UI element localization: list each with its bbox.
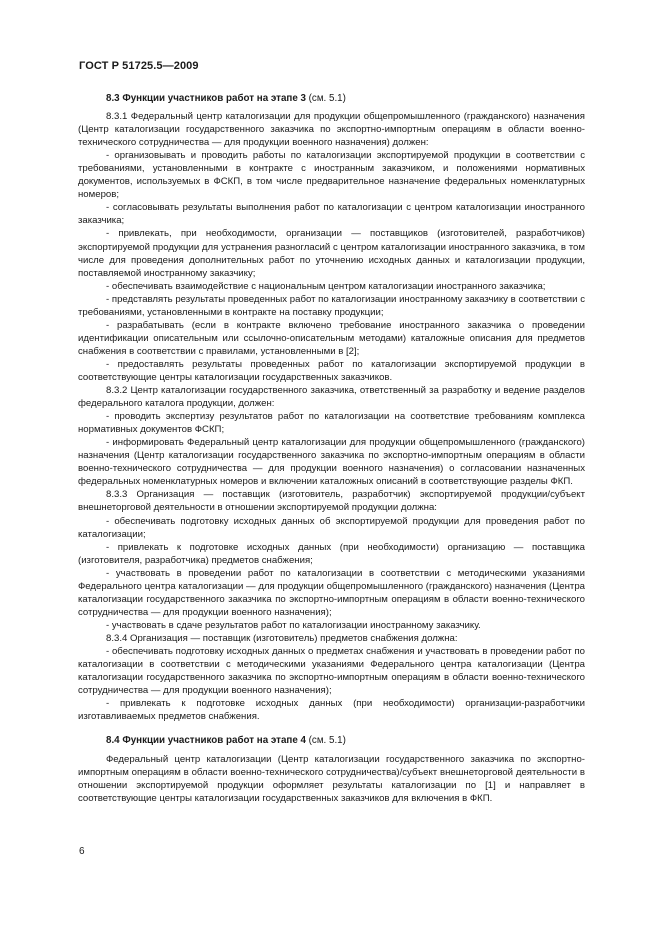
list-item: - информировать Федеральный центр каталогизации для продукции общепромышленного (гражданского) назначения (Центр каталогизации государственного заказчика по экспортно-импортным операциям в области военно-технического сотрудничества — для продукции военного назначения) о согласовании назначенных федеральных номенклатурных номеров и включении каталожных описаний в соответствующие разделы ФКП. bbox=[78, 437, 585, 488]
page-number: 6 bbox=[79, 846, 85, 857]
paragraph-8-3-4: 8.3.4 Организация — поставщик (изготовитель) предметов снабжения должна: bbox=[106, 632, 458, 644]
list-item: - привлекать к подготовке исходных данных (при необходимости) организации-разработчики изготавливаемых предметов снабжения. bbox=[78, 698, 585, 723]
section-8-3-title-bold: 8.3 Функции участников работ на этапе 3 bbox=[106, 93, 306, 104]
paragraph-8-3-1: 8.3.1 Федеральный центр каталогизации для продукции общепромышленного (гражданского) назначения (Центр каталогизации государственного заказчика по экспортно-импортным операциям в области военно-технического сотрудничества — для продукции военного назначения) должен: bbox=[78, 111, 585, 149]
paragraph-8-3-3: 8.3.3 Организация — поставщик (изготовитель, разработчик) экспортируемой продукции/субъект внешнеторговой деятельности в отношении экспортируемой продукции должна: bbox=[78, 489, 585, 514]
section-8-3-title bbox=[78, 92, 585, 105]
list-item: - предоставлять результаты проведенных работ по каталогизации экспортируемой продукции в соответствующие центры каталогизации государственных заказчиков. bbox=[78, 358, 585, 383]
list-item: - организовывать и проводить работы по каталогизации экспортируемой продукции в соответствии с требованиями, установленными в контракте с иностранным заказчиком, и положениями нормативных документов, используемых в ФСКП, в том числе предварительное назначение федеральных номенклатурных номеров; bbox=[78, 150, 585, 201]
list-item: - разрабатывать (если в контракте включено требование иностранного заказчика о проведении идентификации описательным или ссылочно-описательным методами) каталожные описания для предметов снабжения в соответствии с правилами, установленными в [2]; bbox=[78, 319, 585, 357]
section-8-4-title-ref: (см. 5.1) bbox=[305, 735, 346, 747]
list-item: - согласовывать результаты выполнения работ по каталогизации с центром каталогизации иностранного заказчика; bbox=[78, 202, 585, 227]
list-item: - привлекать к подготовке исходных данных (при необходимости) организацию — поставщика (изготовителя, разработчика) предметов снабжения; bbox=[78, 541, 585, 566]
list-item: - участвовать в проведении работ по каталогизации в соответствии с методическими указаниями Федерального центра каталогизации — для продукции общепромышленного (гражданского) назначения (Центра каталогизации государственного заказчика по экспортно-импортным операциям в области военно-технического сотрудничества — для продукции военного назначения); bbox=[78, 567, 585, 618]
section-8-3-title-ref: (см. 5.1) bbox=[305, 93, 346, 104]
list-item: - участвовать в сдаче результатов работ по каталогизации иностранному заказчику. bbox=[106, 619, 481, 631]
section-8-4-title bbox=[78, 734, 585, 747]
list-item: - проводить экспертизу результатов работ по каталогизации на соответствие требованиям комплекса нормативных документов ФСКП; bbox=[78, 411, 585, 436]
list-item: - представлять результаты проведенных работ по каталогизации иностранному заказчику в соответствии с требованиями, установленными в контракте на поставку продукции; bbox=[78, 293, 585, 318]
standard-header: ГОСТ Р 51725.5—2009 bbox=[79, 60, 199, 72]
paragraph-8-4: Федеральный центр каталогизации (Центр каталогизации государственного заказчика по экспортно-импортным операциям в области военно-технического сотрудничества)/субъект внешнеторговой деятельности в отношении экспортируемой продукции оформляет результаты каталогизации по [1] и направляет в соответствующие центры каталогизации государственных заказчиков для включения в ФКП. bbox=[78, 754, 585, 805]
list-item: - обеспечивать взаимодействие с национальным центром каталогизации иностранного заказчика; bbox=[106, 280, 546, 292]
list-item: - обеспечивать подготовку исходных данных о предметах снабжения и участвовать в проведении работ по каталогизации в соответствии с методическими указаниями Федерального центра каталогизации (Центра каталогизации государственного заказчика по экспортно-импортным операциям в области военно-технического сотрудничества — для продукции военного назначения); bbox=[78, 645, 585, 697]
list-item: - привлекать, при необходимости, организации — поставщиков (изготовителей, разработчиков) экспортируемой продукции для устранения разногласий с центром каталогизации иностранного заказчика, в том числе для проведения дополнительных работ по уточнению исходных данных и каталогизации продукции, поставляемой иностранному заказчику; bbox=[78, 228, 585, 279]
document-body bbox=[78, 92, 585, 805]
list-item: - обеспечивать подготовку исходных данных об экспортируемой продукции для проведения работ по каталогизации; bbox=[78, 515, 585, 540]
paragraph-8-3-2: 8.3.2 Центр каталогизации государственного заказчика, ответственный за разработку и ведение разделов федерального каталога продукции, должен: bbox=[78, 385, 585, 410]
section-8-4-title-bold: 8.4 Функции участников работ на этапе 4 bbox=[106, 735, 306, 747]
